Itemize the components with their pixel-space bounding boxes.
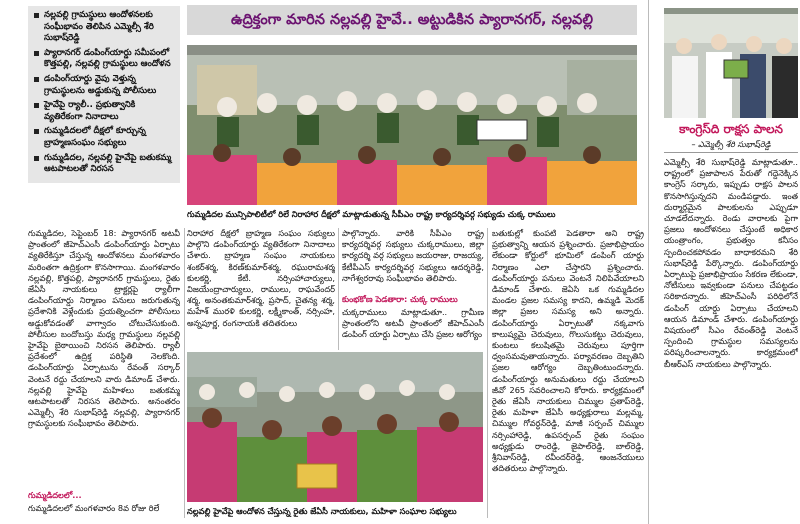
side-divider	[664, 152, 798, 153]
top-photo-caption: గుమ్మడిదల మున్సిపాలిటీలో రిలే నిరాహార దీక్షలో మాట్లాడుతున్న సీపీఎం రాష్ట్ర కార్యదర్శివర్గ సభ్యుడు చుక్క రాములు	[187, 209, 556, 219]
column-divider	[648, 0, 649, 524]
highlight-item: గుమ్మడిదల, నల్లవల్లి హైవేపై బతుకమ్మ ఆటపాటలతో నిరసన	[38, 153, 176, 176]
highway-protest-illustration	[187, 352, 483, 502]
column-divider	[487, 228, 488, 518]
column-divider	[184, 228, 185, 518]
article-headline: ఉద్రిక్తంగా మారిన నల్లవల్లి హైవే.. అట్టుడికిన ప్యారానగర్, నల్లవల్లి	[187, 5, 637, 35]
article-col3-text2: చుక్కరాములు మాట్లాడుతూ.. గ్రామీణ ప్రాంతంలోని అటవీ ప్రాంతంలో జీహెచ్‌ఎంసీ డంపింగ్ యార్డు ఏర్పాటు చేసి ప్రజల ఆరోగ్యం	[342, 307, 484, 340]
highlights-box	[28, 6, 180, 183]
side-story-byline: – ఎమ్మెల్సీ శేరి సుభాష్‌రెడ్డి	[691, 140, 771, 149]
column-divider	[338, 228, 339, 350]
col1-tail-text: గుమ్మడిదలలో మంగళవారం 8వ రోజు రిలే	[28, 503, 160, 513]
left-column	[0, 0, 184, 524]
side-story-text: ఎమ్మెల్సీ శేరి సుభాష్‌రెడ్డి మాట్లాడుతూ.. రాష్ట్రంలో ప్రజాపాలన పేరుతో గద్దెనెక్కిన కాంగ్రెస్ సర్కారు, ఇప్పుడు రాక్షస పాలన కొనసాగిస్తున్నదని మండిపడ్డారు. ఇంత దుర్మార్గమైన పాలకులను ఎప్పుడూ చూడలేదన్నారు. రెండు వారాలకు పైగా ప్రజలు ఆందోళనలు చేస్తుంటే అధికార యంత్రాంగం, ప్రభుత్వం కనీసం స్పందించకపోవడం బాధాకరమని శేరి సుభాష్‌రెడ్డి పేర్కొన్నారు. డంపింగ్‌యార్డు ఏర్పాటుపై ప్రజాభిప్రాయం సేకరణ లేకుండా, నోటీసులు ఇవ్వకుండా పనులు చేపట్టడం సరికాదన్నారు. జీహెచ్‌ఎంసీ పరిధిలోనే డంపింగ్ యార్డు ఏర్పాటు చేయాలని ఆయన డిమాండ్ చేశారు. డంపింగ్‌యార్డు విషయంలో సీఎం రేవంత్‌రెడ్డి వెంటనే స్పందించి గ్రామస్థుల సమస్యలను పరిష్కరించాలన్నారు. కార్యక్రమంలో బీఆర్ఎస్ నాయకులు పాల్గొన్నారు.	[664, 157, 798, 369]
mlc-photo-illustration	[664, 8, 798, 118]
protest-photo-top	[187, 45, 637, 205]
highlight-item: గుమ్మడిదలలో దీక్షలో కూర్చున్న బ్రాహ్మణసంఘం సభ్యులు	[38, 126, 176, 149]
article-col1-text: గుమ్మడిదల, సెప్టెంబర్ 18: ప్యారానగర్ అటవీ ప్రాంతంలో జీహెచ్‌ఎంసీ డంపింగ్‌యార్డు ఏర్పాటు వ్యతిరేకిస్తూ చేస్తున్న ఆందోళనలు మంగళవారం మరింతగా ఉద్రిక్తంగా కొనసాగాయి. మంగళవారం నల్లవల్లి, కొత్తపల్లి, ప్యారానగర్ గ్రామస్థులు, రైతు జేఏసీ నాయకులు ట్రాక్టర్లపై ర్యాలీగా డంపింగ్‌యార్డు నిర్మాణం పనులు జరుగుతున్న ప్రదేశానికి వెళ్లేందుకు ప్రయత్నించగా పోలీసులు అడ్డుకోవడంతో వాగ్వాదం చోటుచేసుకుంది. పోలీసుల బందోబస్తు మధ్య గ్రామస్థులు నల్లవల్లి హైవేపై బైఠాయించి నిరసన తెలిపారు. ర్యాలీ ప్రదేశంలో ఉద్రిక్త పరిస్థితి నెలకొంది. డంపింగ్‌యార్డు ఏర్పాటును రేవంత్ సర్కార్ వెంటనే రద్దు చేయాలని వారు డిమాండ్ చేశారు. నల్లవల్లి హైవేపై మహిళలు బతుకమ్మ ఆటపాటలతో నిరసన తెలిపారు. అనంతరం ఎమ్మెల్సీ శేరి సుభాష్‌రెడ్డి నల్లవల్లి, ప్యారానగర్ గ్రామస్థులకు సంఘీభావం తెలిపారు.	[28, 228, 180, 429]
side-story-headline: కాంగ్రెస్‌ది రాక్షస పాలన	[679, 122, 783, 136]
crowd-photo-illustration	[187, 45, 637, 205]
col1-subhead: గుమ్మడిదలలో...	[28, 490, 82, 500]
side-story	[652, 0, 800, 524]
highlight-item: ప్యారానగర్ డంపింగ్‌యార్డు సమీపంలో కొత్తపల్లి, నల్లవల్లి గ్రామస్థులు ఆందోళన	[38, 48, 176, 71]
highlight-item: డంపింగ్‌యార్డు వైపు వెళ్తున్న గ్రామస్థులను అడ్డుకున్న పోలీసులు	[38, 74, 176, 97]
protest-photo-bottom	[187, 352, 483, 502]
highlight-item: నల్లవల్లి గ్రామస్థులు ఆందోళనలకు సంఘీభావం తెలిపిన ఎమ్మెల్సీ శేరి సుభాష్‌రెడ్డి	[38, 10, 176, 45]
article-col3-text: పాల్గొన్నారు. వారికి సీపీఎం రాష్ట్ర కార్యదర్శివర్గ సభ్యులు చుక్కరాములు, జిల్లా కార్యదర్శి వర్గ సభ్యులు జయరాజు, రాజయ్య, కేటీపీఎస్ కార్యదర్శివర్గ సభ్యులు ఆదర్శరెడ్డి, నాగేశ్వరరావు సంఘీభావం తెలిపారు.	[342, 228, 484, 283]
article-col2-text: నిరాహార దీక్షలో బ్రాహ్మణ సంఘం సభ్యులు పాల్గొని డంపింగ్‌యార్డు వ్యతిరేకంగా నినాదాలు చేశారు. బ్రాహ్మణ సంఘం నాయకులు శంకర్‌శర్మ, కిరణ్‌కుమార్‌శర్మ, రఘురామశర్మ కులకర్ణి, కేటీ. నర్సింహాచార్యులు, విజయేంద్రాచార్యులు, రాములు, రాఘవేందర్ శర్మ, అనంతకుమార్‌శర్మ, ప్రసాద్, చైతన్య శర్మ, మహేశ్ మురళి కులకర్ణి, లక్ష్మీకాంత్, నర్సింహ, అన్నపూర్ణ, రంగనాయకి తదితరులు	[187, 228, 335, 328]
article-col4-text: బతుకుల్లో కుంపటి పెడతారా అని రాష్ట్ర ప్రభుత్వాన్ని ఆయన ప్రశ్నించారు. ప్రజాభిప్రాయం లేకుండా కోర్టులో భూమిలో డంపింగ్ యార్డు నిర్మాణం ఎలా చేస్తారని ప్రశ్నించారు. డంపింగ్‌యార్డు పనులు వెంటనే నిలిపివేయాలని డిమాండ్ చేశారు. జెఏసి ఒక గుమ్మడిదల మండల ప్రజల సమస్య కాదని, ఉమ్మడి మెదక్ జిల్లా ప్రజల సమస్య అని అన్నారు. డంపింగ్‌యార్డు ఏర్పాటుతో నక్కవాగు కాలుష్యమై చెరువులు, గొలుసుకట్టు చెరువులు, కుంటలు కలుషితమై చెరువులు పూర్తిగా ధ్వంసమవుతాయన్నారు. పర్యావరణం దెబ్బతిని ప్రజల ఆరోగ్యం దెబ్బతింటుందన్నారు. డంపింగ్‌యార్డు అనుమతులు రద్దు చేయాలని జీవో 265 సవరించాలని కోరారు. కార్యక్రమంలో రైతు జేఏసీ నాయకులు చిమ్ముల ప్రతాప్‌రెడ్డి, రైతు మహిళా జేఏసీ అధ్యక్షురాలు మల్లమ్మ, చిమ్ముల గోవర్ధన్‌రెడ్డి, మాజీ సర్పంచ్ చిమ్ముల నర్సింహారెడ్డి, ఉపసర్పంచ్ రైతు సంఘం అధ్యక్షుడు రాంరెడ్డి, జైపాల్‌రెడ్డి, బాల్‌రెడ్డి, శ్రీనివాస్‌రెడ్డి, రవీందర్‌రెడ్డి, ఆంజనేయులు తదితరులు పాల్గొన్నారు.	[492, 228, 644, 474]
mlc-photo	[664, 8, 798, 118]
bottom-photo-caption: నల్లవల్లి హైవేపై ఆందోళన చేస్తున్న రైతు జేఏసీ నాయకులు, మహిళా సంఘాల సభ్యులు	[187, 506, 457, 516]
highlight-item: హైవేపై ర్యాలీ.. ప్రభుత్వానికి వ్యతిరేకంగా నినాదాలు	[38, 100, 176, 123]
col3-subhead: కుంభకోణ పెడతారా: చుక్క రాములు	[342, 294, 458, 304]
